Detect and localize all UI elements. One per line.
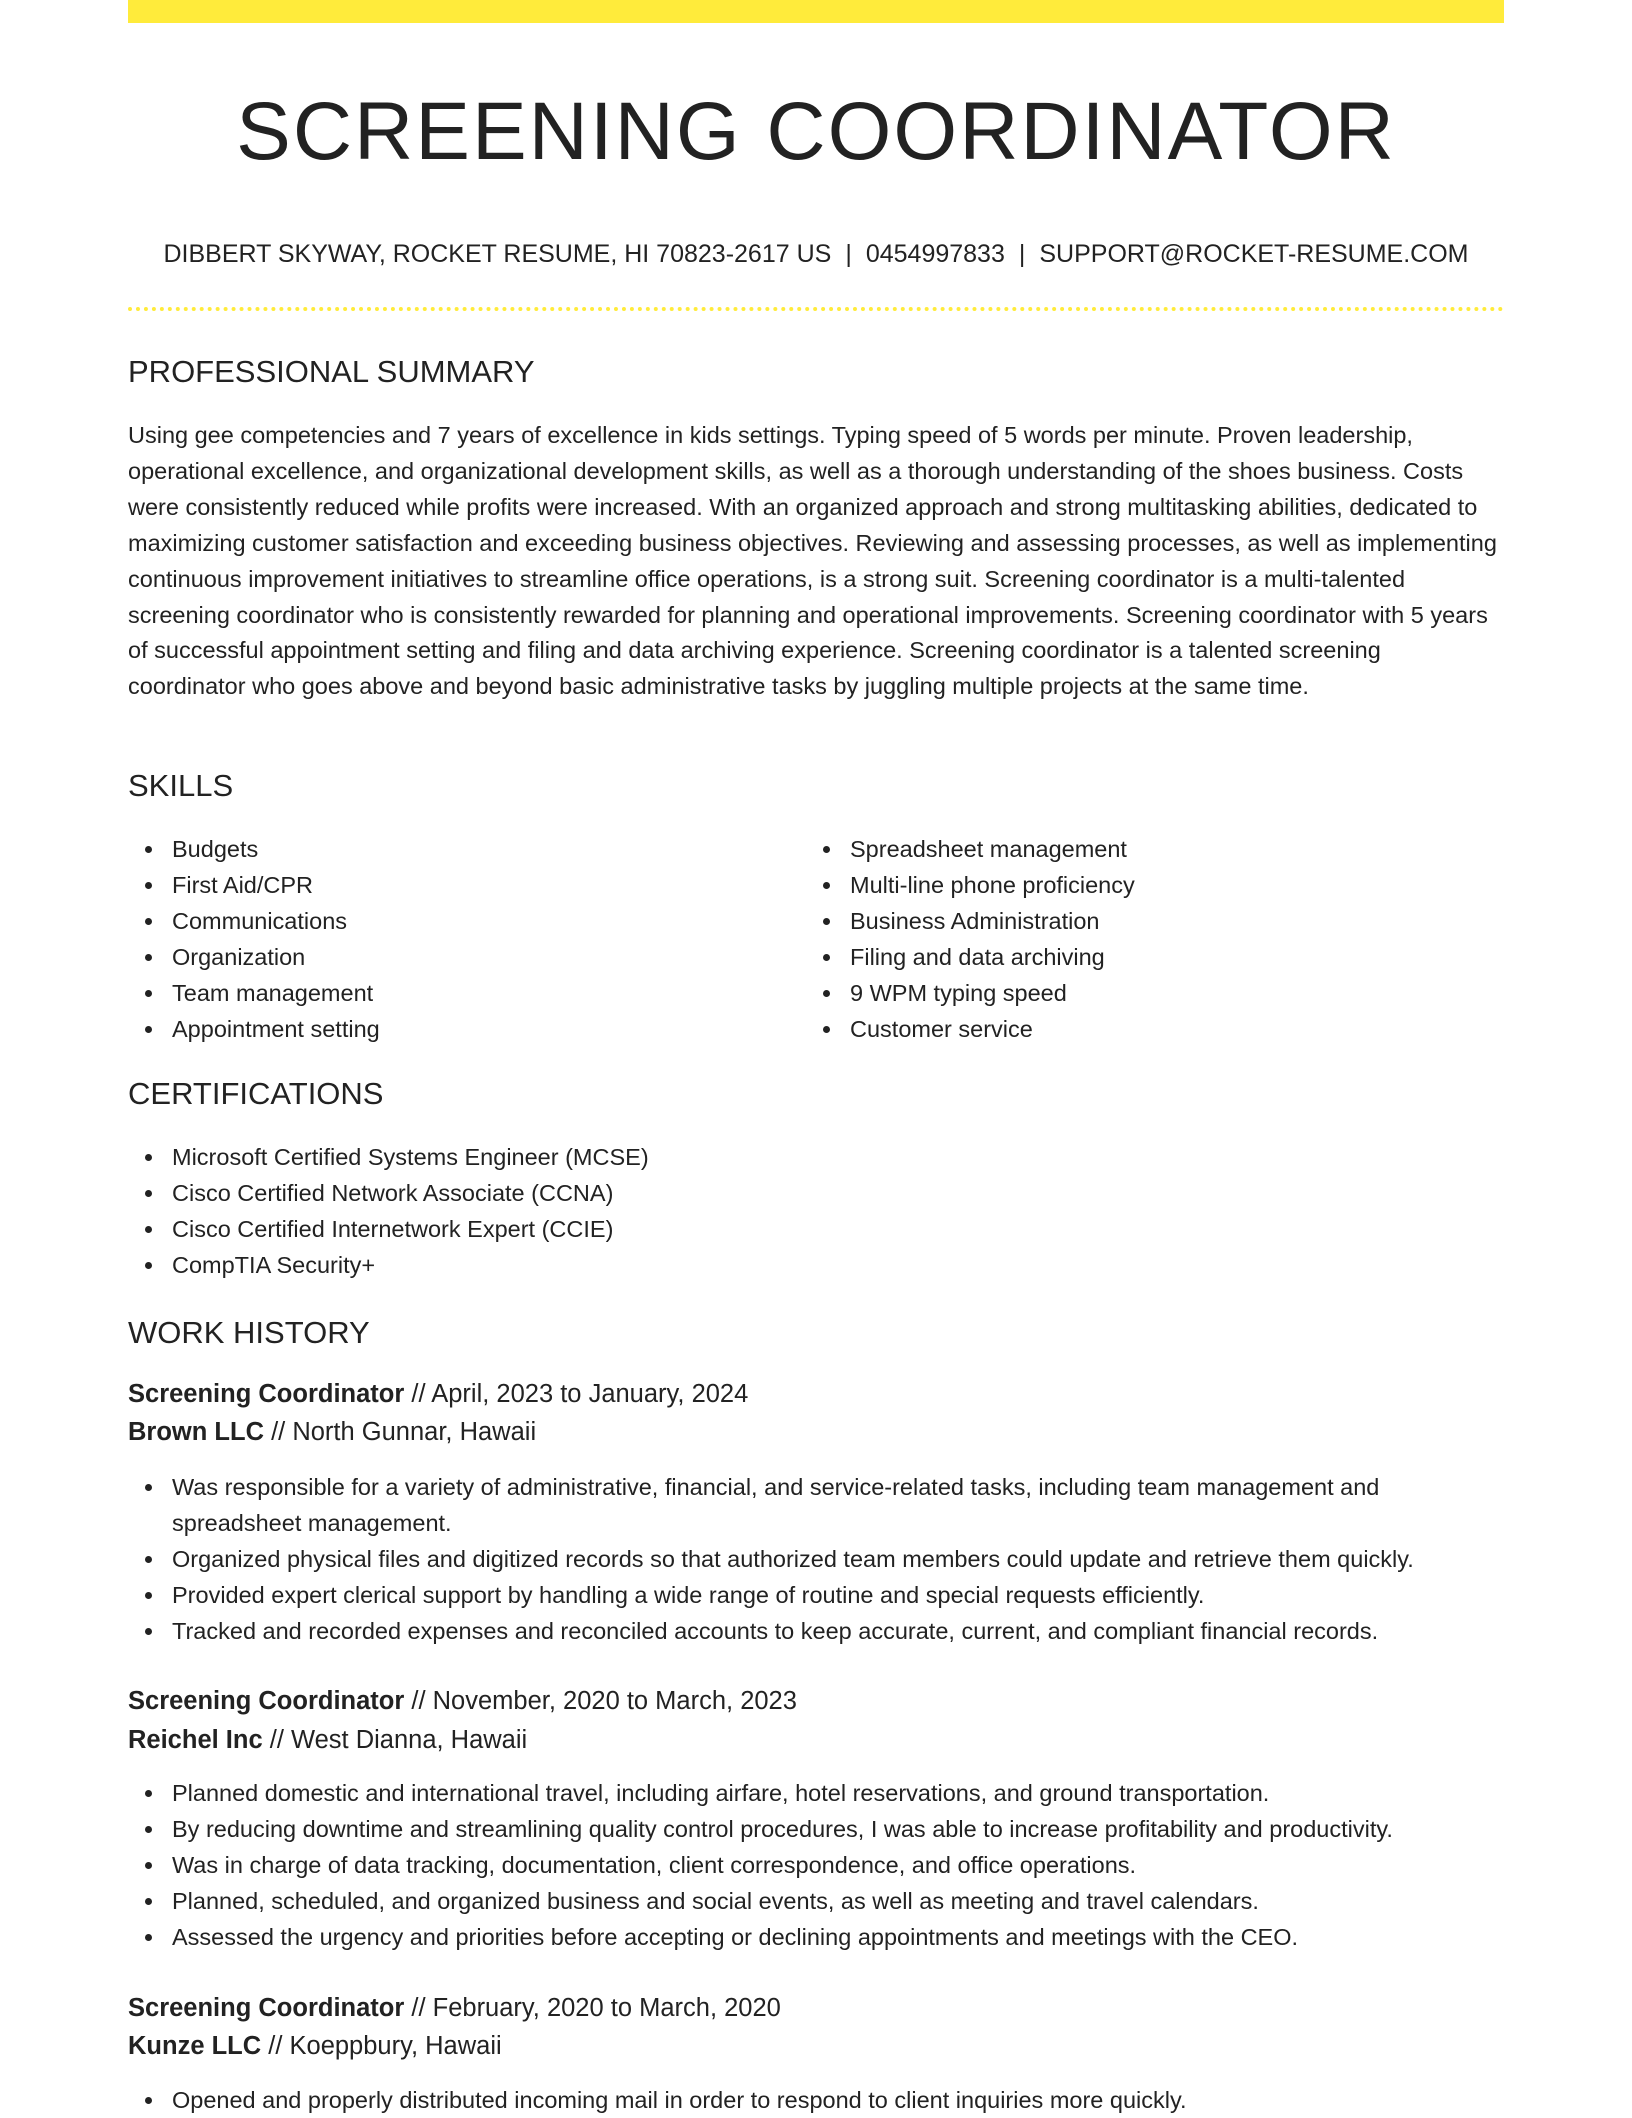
certification-item: Cisco Certified Network Associate (CCNA) bbox=[128, 1175, 1504, 1211]
job-company-line bbox=[128, 1721, 527, 1759]
job-title-line bbox=[128, 1375, 748, 1413]
certifications-heading: CERTIFICATIONS bbox=[128, 1076, 384, 1111]
job-company-line bbox=[128, 2027, 502, 2065]
job-bullet: Planned domestic and international travel, including airfare, hotel reservations, and ground transportation. bbox=[128, 1775, 1504, 1811]
job-company: Brown LLC bbox=[128, 1418, 264, 1446]
job-location: // Koeppbury, Hawaii bbox=[268, 2032, 502, 2060]
contact-address: DIBBERT SKYWAY, ROCKET RESUME, HI 70823-2617 US bbox=[163, 240, 832, 268]
job-title-line bbox=[128, 1682, 797, 1720]
job-dates: // February, 2020 to March, 2020 bbox=[411, 1994, 781, 2022]
job-company: Kunze LLC bbox=[128, 2032, 262, 2060]
job-title-line bbox=[128, 1989, 781, 2027]
job-bullet: Planned, scheduled, and organized business and social events, as well as meeting and travel calendars. bbox=[128, 1883, 1504, 1919]
skills-list-left bbox=[128, 831, 788, 1047]
skill-item: Organization bbox=[128, 939, 788, 975]
job-bullet: Was responsible for a variety of administrative, financial, and service-related tasks, including team management and spreadsheet management. bbox=[128, 1469, 1504, 1541]
job-dates: // April, 2023 to January, 2024 bbox=[411, 1380, 749, 1408]
job-title: Screening Coordinator bbox=[128, 1380, 405, 1408]
job-bullet: Provided expert clerical support by handling a wide range of routine and special requests efficiently. bbox=[128, 1577, 1504, 1613]
page-title: SCREENING COORDINATOR bbox=[236, 86, 1396, 177]
job-company: Reichel Inc bbox=[128, 1726, 263, 1754]
skills-list-right bbox=[806, 831, 1466, 1047]
job-title: Screening Coordinator bbox=[128, 1994, 405, 2022]
job-bullet: Organized physical files and digitized records so that authorized team members could update and retrieve them quickly. bbox=[128, 1541, 1504, 1577]
skill-item: Budgets bbox=[128, 831, 788, 867]
header-divider bbox=[128, 307, 1504, 311]
certification-item: CompTIA Security+ bbox=[128, 1247, 1504, 1283]
job-location: // West Dianna, Hawaii bbox=[269, 1726, 528, 1754]
skill-item: Filing and data archiving bbox=[806, 939, 1466, 975]
contact-phone: 0454997833 bbox=[865, 240, 1005, 268]
skill-item: Spreadsheet management bbox=[806, 831, 1466, 867]
contact-line bbox=[128, 236, 1504, 272]
certification-item: Cisco Certified Internetwork Expert (CCIE) bbox=[128, 1211, 1504, 1247]
summary-text: Using gee competencies and 7 years of excellence in kids settings. Typing speed of 5 words per minute. Proven leadership, operational excellence, and organizational development skills, as well as a thorough understanding of the shoes business. Costs were consistently reduced while profits were increased. With an organized approach and strong multitasking abilities, dedicated to maximizing customer satisfaction and exceeding business objectives. Reviewing and assessing processes, as well as implementing continuous improvement initiatives to streamline office operations, is a strong suit. Screening coordinator is a multi-talented screening coordinator who is consistently rewarded for planning and operational improvements. Screening coordinator with 5 years of successful appointment setting and filing and data archiving experience. Screening coordinator is a talented screening coordinator who goes above and beyond basic administrative tasks by juggling multiple projects at the same time. bbox=[128, 422, 1497, 700]
job-bullets bbox=[128, 1775, 1504, 1955]
skill-item: 9 WPM typing speed bbox=[806, 975, 1466, 1011]
job-bullet: Opened and properly distributed incoming mail in order to respond to client inquiries more quickly. bbox=[128, 2082, 1504, 2118]
job-title: Screening Coordinator bbox=[128, 1687, 405, 1715]
skill-item: Communications bbox=[128, 903, 788, 939]
job-location: // North Gunnar, Hawaii bbox=[271, 1418, 537, 1446]
summary-heading: PROFESSIONAL SUMMARY bbox=[128, 354, 535, 389]
skill-item: Multi-line phone proficiency bbox=[806, 867, 1466, 903]
job-bullets bbox=[128, 1469, 1504, 1649]
skill-item: Customer service bbox=[806, 1011, 1466, 1047]
contact-separator: | bbox=[845, 240, 852, 268]
skill-item: First Aid/CPR bbox=[128, 867, 788, 903]
job-bullet: Assessed the urgency and priorities before accepting or declining appointments and meetings with the CEO. bbox=[128, 1919, 1504, 1955]
top-accent-bar bbox=[128, 0, 1504, 23]
job-dates: // November, 2020 to March, 2023 bbox=[411, 1687, 797, 1715]
certification-item: Microsoft Certified Systems Engineer (MCSE) bbox=[128, 1139, 1504, 1175]
contact-email: SUPPORT@ROCKET-RESUME.COM bbox=[1039, 240, 1469, 268]
work-history-heading: WORK HISTORY bbox=[128, 1315, 370, 1350]
certifications-list bbox=[128, 1139, 1504, 1283]
job-bullets bbox=[128, 2082, 1504, 2118]
skills-heading: SKILLS bbox=[128, 768, 234, 803]
job-company-line bbox=[128, 1413, 536, 1451]
job-bullet: Was in charge of data tracking, documentation, client correspondence, and office operations. bbox=[128, 1847, 1504, 1883]
skill-item: Appointment setting bbox=[128, 1011, 788, 1047]
job-bullet: By reducing downtime and streamlining quality control procedures, I was able to increase profitability and productivity. bbox=[128, 1811, 1504, 1847]
job-bullet: Tracked and recorded expenses and reconciled accounts to keep accurate, current, and compliant financial records. bbox=[128, 1613, 1504, 1649]
contact-separator: | bbox=[1018, 240, 1026, 268]
skill-item: Business Administration bbox=[806, 903, 1466, 939]
skill-item: Team management bbox=[128, 975, 788, 1011]
